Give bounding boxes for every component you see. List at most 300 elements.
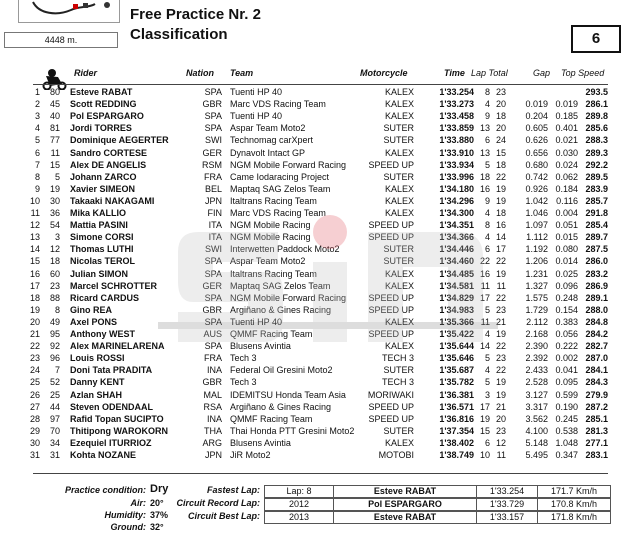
motorcycle: SUTER xyxy=(383,425,414,436)
gap-first: 2.528 xyxy=(525,377,548,388)
best-lap: 9 xyxy=(484,195,490,206)
rider-name: Thitipong WAROKORN xyxy=(70,425,168,436)
position: 1 xyxy=(34,87,40,97)
total-laps: 18 xyxy=(495,159,506,170)
lap-time: 1'34.300 xyxy=(439,208,474,218)
top-speed: 285.4 xyxy=(585,220,608,231)
rider-name: Takaaki NAKAGAMI xyxy=(70,195,155,206)
gap-previous: 0.096 xyxy=(555,280,578,291)
table-row xyxy=(0,401,640,414)
rider-name: Pol ESPARGARO xyxy=(70,111,144,122)
rider-name: Anthony WEST xyxy=(70,329,135,339)
best-lap: 6 xyxy=(484,135,490,146)
nation: JPN xyxy=(204,195,222,206)
position: 17 xyxy=(29,280,40,291)
lap-time: 1'34.581 xyxy=(439,280,474,291)
motorcycle: KALEX xyxy=(384,268,414,279)
gap-previous: 0.056 xyxy=(555,329,578,339)
gap-first: 2.392 xyxy=(525,353,548,364)
top-speed: 286.0 xyxy=(585,256,608,267)
motorcycle: SPEED UP xyxy=(368,329,414,339)
gap-previous: 0.383 xyxy=(555,316,578,327)
record-rider: Esteve RABAT xyxy=(333,511,477,524)
team-name: Tech 3 xyxy=(230,377,257,388)
rider-name: Louis ROSSI xyxy=(70,353,125,364)
rider-name: Xavier SIMEON xyxy=(70,183,136,194)
total-laps: 11 xyxy=(496,450,506,460)
table-row xyxy=(0,328,640,341)
nation: SPA xyxy=(204,292,222,303)
gap-previous: 0.024 xyxy=(555,159,578,170)
ground-label: Ground: xyxy=(110,522,146,532)
team-name: Tech 3 xyxy=(230,353,257,364)
record-speed: 171.8 Km/h xyxy=(537,511,611,524)
top-speed: 284.1 xyxy=(585,365,608,376)
position: 26 xyxy=(29,389,40,400)
record-label: Circuit Best Lap: xyxy=(187,511,260,521)
total-laps: 19 xyxy=(495,329,506,339)
rider-number: 88 xyxy=(49,292,60,303)
nation: SWI xyxy=(205,244,222,255)
humidity-label: Humidity: xyxy=(104,510,146,520)
team-name: QMMF Racing Team xyxy=(230,413,313,424)
table-row xyxy=(0,134,640,147)
best-lap: 14 xyxy=(479,341,490,352)
rider-name: Jordi TORRES xyxy=(70,123,132,134)
gap-first: 2.112 xyxy=(526,316,548,327)
rider-number: 18 xyxy=(49,256,60,267)
table-row xyxy=(0,122,640,135)
rider-number: 96 xyxy=(49,353,60,364)
position: 30 xyxy=(29,437,40,448)
rider-name: Ricard CARDUS xyxy=(70,292,140,303)
humidity-value: 37% xyxy=(150,510,169,520)
table-row xyxy=(0,231,640,244)
nation: GBR xyxy=(202,377,222,388)
best-lap: 6 xyxy=(484,244,490,255)
lap-time: 1'34.983 xyxy=(439,304,474,315)
motorcycle: KALEX xyxy=(384,280,414,291)
gap-first: 0.680 xyxy=(525,159,548,170)
gap-previous: 0.222 xyxy=(555,341,578,352)
nation: GER xyxy=(202,147,222,158)
record-rider: Esteve RABAT xyxy=(333,485,477,498)
gap-previous: 1.048 xyxy=(555,437,578,448)
team-name: NGM Mobile Racing xyxy=(230,220,311,231)
gap-first: 1.097 xyxy=(525,220,548,231)
gap-first: 1.729 xyxy=(525,304,548,315)
team-name: QMMF Racing Team xyxy=(230,329,313,339)
record-speed: 171.7 Km/h xyxy=(537,485,611,498)
best-lap: 4 xyxy=(484,99,490,110)
lap-time: 1'35.366 xyxy=(439,316,474,327)
gap-first: 0.656 xyxy=(525,147,548,158)
top-speed: 284.2 xyxy=(585,329,608,339)
best-lap: 10 xyxy=(479,450,490,460)
top-speed: 287.5 xyxy=(585,244,608,255)
rider-name: Julian SIMON xyxy=(70,268,129,279)
gap-first: 0.742 xyxy=(525,171,548,182)
header-divider xyxy=(33,84,608,85)
gap-previous: 0.599 xyxy=(555,389,578,400)
position: 11 xyxy=(30,208,40,218)
lap-time: 1'33.273 xyxy=(439,99,474,110)
gap-previous: 0.095 xyxy=(555,377,578,388)
total-laps: 21 xyxy=(495,401,506,412)
total-laps: 19 xyxy=(495,268,506,279)
position: 31 xyxy=(29,450,40,460)
motorcycle: MORIWAKI xyxy=(367,389,414,400)
motorcycle: KALEX xyxy=(384,195,414,206)
rider-name: Mika KALLIO xyxy=(70,208,127,218)
position: 29 xyxy=(29,425,40,436)
team-name: Marc VDS Racing Team xyxy=(230,99,326,110)
best-lap: 22 xyxy=(479,256,490,267)
motorcycle: KALEX xyxy=(384,183,414,194)
top-speed: 285.1 xyxy=(585,413,608,424)
gap-first: 1.206 xyxy=(525,256,548,267)
position: 18 xyxy=(29,292,40,303)
ground-value: 32° xyxy=(150,522,164,532)
lap-time: 1'34.366 xyxy=(439,232,474,243)
team-name: Aspar Team Moto2 xyxy=(230,123,306,134)
gap-previous: 0.002 xyxy=(555,353,578,364)
best-lap: 17 xyxy=(479,292,490,303)
rider-number: 77 xyxy=(49,135,60,146)
col-time: Time xyxy=(444,68,465,78)
gap-previous: 0.347 xyxy=(555,450,578,460)
rider-name: Scott REDDING xyxy=(70,99,137,110)
rider-name: Mattia PASINI xyxy=(70,220,128,231)
circuit-length: 4448 m. xyxy=(4,32,118,48)
rider-number: 31 xyxy=(49,450,60,460)
table-row xyxy=(0,86,640,99)
best-lap: 13 xyxy=(479,147,490,158)
motorcycle: SUTER xyxy=(383,256,414,267)
rider-number: 8 xyxy=(54,304,60,315)
team-name: Blusens Avintia xyxy=(230,341,291,352)
best-lap: 16 xyxy=(479,183,490,194)
lap-time: 1'36.816 xyxy=(439,413,474,424)
table-row xyxy=(0,183,640,196)
nation: GBR xyxy=(202,304,222,315)
lap-time: 1'34.446 xyxy=(439,244,474,255)
total-laps: 24 xyxy=(495,135,506,146)
total-laps: 20 xyxy=(495,413,506,424)
position: 24 xyxy=(29,365,40,376)
nation: SPA xyxy=(204,341,222,352)
position: 20 xyxy=(29,316,40,327)
gap-first: 0.605 xyxy=(525,123,548,134)
top-speed: 287.0 xyxy=(585,353,608,364)
rider-number: 52 xyxy=(49,377,60,388)
record-period: Lap: 8 xyxy=(264,485,334,498)
rider-name: Steven ODENDAAL xyxy=(70,401,154,412)
team-name: Interwetten Paddock Moto2 xyxy=(230,244,340,255)
rider-number: 54 xyxy=(49,220,60,231)
gap-previous: 0.185 xyxy=(555,111,578,122)
team-name: Tuenti HP 40 xyxy=(230,111,283,122)
motorcycle: SUTER xyxy=(383,365,414,376)
col-rider: Rider xyxy=(74,68,98,78)
gap-first: 1.042 xyxy=(525,195,548,206)
rider-name: Dominique AEGERTER xyxy=(70,135,169,146)
gap-first: 1.112 xyxy=(526,232,548,243)
rider-number: 45 xyxy=(49,99,60,110)
motorcycle: SUTER xyxy=(383,171,414,182)
best-lap: 5 xyxy=(484,377,490,388)
gap-first: 3.317 xyxy=(525,401,548,412)
rider-number: 80 xyxy=(49,87,60,97)
top-speed: 283.9 xyxy=(585,183,608,194)
gap-first: 1.231 xyxy=(525,268,548,279)
rider-number: 44 xyxy=(49,401,60,412)
lap-time: 1'34.351 xyxy=(439,220,474,231)
nation: ARG xyxy=(202,437,222,448)
rider-number: 95 xyxy=(49,329,60,339)
rider-number: 34 xyxy=(49,437,60,448)
rider-number: 49 xyxy=(49,316,60,327)
nation: GER xyxy=(202,280,222,291)
top-speed: 279.9 xyxy=(585,389,608,400)
air-value: 20° xyxy=(150,498,164,508)
lap-time: 1'33.910 xyxy=(439,147,474,158)
top-speed: 283.1 xyxy=(585,450,608,460)
team-name: Maptaq SAG Zelos Team xyxy=(230,280,331,291)
col-top-speed: Top Speed xyxy=(561,68,605,78)
rider-number: 40 xyxy=(49,111,60,122)
nation: FIN xyxy=(207,208,222,218)
rider-name: Esteve RABAT xyxy=(70,87,133,97)
rider-number: 19 xyxy=(49,183,60,194)
team-name: Italtrans Racing Team xyxy=(230,195,317,206)
nation: INA xyxy=(206,365,222,376)
total-laps: 16 xyxy=(495,220,506,231)
top-speed: 277.1 xyxy=(585,437,608,448)
top-speed: 287.2 xyxy=(585,401,608,412)
total-laps: 14 xyxy=(495,232,506,243)
record-row xyxy=(0,485,640,496)
best-lap: 16 xyxy=(479,268,490,279)
practice-condition-value: Dry xyxy=(150,483,169,495)
rider-name: Kohta NOZANE xyxy=(70,450,136,460)
lap-time: 1'34.296 xyxy=(439,195,474,206)
lap-time: 1'38.749 xyxy=(439,450,474,460)
lap-time: 1'33.254 xyxy=(439,87,474,97)
lap-time: 1'33.458 xyxy=(439,111,474,122)
total-laps: 12 xyxy=(495,437,506,448)
motorcycle: SPEED UP xyxy=(368,413,414,424)
top-speed: 292.2 xyxy=(585,159,608,170)
team-name: JiR Moto2 xyxy=(230,450,271,460)
footer xyxy=(0,482,640,539)
top-speed: 282.7 xyxy=(585,341,608,352)
rider-number: 12 xyxy=(49,244,60,255)
gap-first: 5.148 xyxy=(525,437,548,448)
team-name: Italtrans Racing Team xyxy=(230,268,317,279)
total-laps: 23 xyxy=(495,425,506,436)
rider-number: 36 xyxy=(49,208,60,218)
motorcycle: SPEED UP xyxy=(368,159,414,170)
gap-previous: 0.062 xyxy=(555,171,578,182)
best-lap: 3 xyxy=(484,389,490,400)
rider-name: Azlan SHAH xyxy=(70,389,123,400)
rider-number: 81 xyxy=(49,123,60,134)
page-subtitle: Classification xyxy=(130,26,228,43)
motorcycle: KALEX xyxy=(384,147,414,158)
top-speed: 285.7 xyxy=(585,195,608,206)
gap-previous: 0.051 xyxy=(555,220,578,231)
motorcycle: KALEX xyxy=(384,437,414,448)
rider-name: Gino REA xyxy=(70,304,112,315)
position: 10 xyxy=(29,195,40,206)
position: 6 xyxy=(34,147,40,158)
total-laps: 22 xyxy=(495,365,506,376)
nation: SPA xyxy=(204,268,222,279)
rider-name: Sandro CORTESE xyxy=(70,147,148,158)
table-row xyxy=(0,280,640,293)
nation: INA xyxy=(206,413,222,424)
rider-name: Marcel SCHROTTER xyxy=(70,280,158,291)
position: 4 xyxy=(34,123,40,134)
gap-previous: 0.248 xyxy=(555,292,578,303)
gap-first: 3.562 xyxy=(525,413,548,424)
record-row xyxy=(0,511,640,522)
gap-first: 0.626 xyxy=(525,135,548,146)
best-lap: 11 xyxy=(480,316,490,327)
table-row xyxy=(0,255,640,268)
nation: THA xyxy=(204,425,222,436)
gap-previous: 0.154 xyxy=(555,304,578,315)
motorcycle: TECH 3 xyxy=(381,377,414,388)
motorcycle: SUTER xyxy=(383,123,414,134)
page-number: 6 xyxy=(571,25,621,53)
total-laps: 18 xyxy=(495,111,506,122)
rider-name: Alex MARINELARENA xyxy=(70,341,165,352)
position: 23 xyxy=(29,353,40,364)
record-label: Circuit Record Lap: xyxy=(176,498,260,508)
table-row xyxy=(0,364,640,377)
gap-previous: 0.014 xyxy=(555,256,578,267)
position: 9 xyxy=(34,183,40,194)
rider-name: Johann ZARCO xyxy=(70,171,137,182)
gap-first: 5.495 xyxy=(525,450,548,460)
best-lap: 6 xyxy=(484,437,490,448)
column-header xyxy=(0,62,640,84)
gap-first: 2.168 xyxy=(525,329,548,339)
total-laps: 22 xyxy=(495,341,506,352)
record-time: 1'33.157 xyxy=(476,511,538,524)
rider-number: 3 xyxy=(54,232,60,243)
motorcycle: SPEED UP xyxy=(368,292,414,303)
table-row xyxy=(0,292,640,305)
total-laps: 22 xyxy=(495,171,506,182)
position: 3 xyxy=(34,111,40,122)
table-row xyxy=(0,316,640,329)
table-row xyxy=(0,219,640,232)
team-name: NGM Mobile Forward Racing xyxy=(230,292,347,303)
lap-time: 1'38.402 xyxy=(439,437,474,448)
lap-time: 1'33.880 xyxy=(439,135,474,146)
position: 13 xyxy=(29,232,40,243)
table-bottom-divider xyxy=(33,473,608,474)
best-lap: 5 xyxy=(484,353,490,364)
rider-number: 11 xyxy=(50,147,60,158)
motorcycle: SPEED UP xyxy=(368,401,414,412)
rider-number: 30 xyxy=(49,195,60,206)
nation: SPA xyxy=(204,111,222,122)
gap-first: 1.046 xyxy=(525,208,548,218)
top-speed: 284.8 xyxy=(585,316,608,327)
gap-first: 0.019 xyxy=(525,99,548,110)
motorcycle: MOTOBI xyxy=(378,450,414,460)
lap-time: 1'34.829 xyxy=(439,292,474,303)
best-lap: 4 xyxy=(484,329,490,339)
gap-previous: 0.021 xyxy=(555,135,578,146)
top-speed: 284.3 xyxy=(585,377,608,388)
rider-name: Simone CORSI xyxy=(70,232,134,243)
nation: JPN xyxy=(204,450,222,460)
lap-time: 1'35.644 xyxy=(439,341,474,352)
position: 7 xyxy=(34,159,40,170)
position: 12 xyxy=(29,220,40,231)
total-laps: 15 xyxy=(495,147,506,158)
position: 19 xyxy=(29,304,40,315)
lap-time: 1'35.422 xyxy=(439,329,474,339)
lap-time: 1'33.859 xyxy=(439,123,474,134)
total-laps: 19 xyxy=(495,377,506,388)
table-row xyxy=(0,110,640,123)
best-lap: 8 xyxy=(484,87,490,97)
team-name: NGM Mobile Forward Racing xyxy=(230,159,347,170)
top-speed: 288.0 xyxy=(585,304,608,315)
gap-previous: 0.015 xyxy=(555,232,578,243)
gap-first: 4.100 xyxy=(525,425,548,436)
nation: RSM xyxy=(202,159,222,170)
nation: SPA xyxy=(204,256,222,267)
rider-number: 23 xyxy=(49,280,60,291)
lap-time: 1'36.571 xyxy=(439,401,474,412)
position: 2 xyxy=(34,99,40,110)
motorcycle: KALEX xyxy=(384,208,414,218)
gap-previous: 0.080 xyxy=(555,244,578,255)
top-speed: 283.2 xyxy=(585,268,608,279)
record-label: Fastest Lap: xyxy=(206,485,260,495)
top-speed: 286.9 xyxy=(585,280,608,291)
gap-previous: 0.025 xyxy=(555,268,578,279)
team-name: Aspar Team Moto2 xyxy=(230,256,306,267)
rider-number: 97 xyxy=(49,413,60,424)
gap-first: 1.575 xyxy=(525,292,548,303)
motorcycle: KALEX xyxy=(384,87,414,97)
top-speed: 291.8 xyxy=(585,208,608,218)
gap-previous: 0.004 xyxy=(555,208,578,218)
nation: BEL xyxy=(204,183,222,194)
total-laps: 22 xyxy=(495,256,506,267)
best-lap: 9 xyxy=(484,111,490,122)
nation: RSA xyxy=(203,401,222,412)
team-name: Maptaq SAG Zelos Team xyxy=(230,183,331,194)
total-laps: 22 xyxy=(495,292,506,303)
gap-previous: 0.538 xyxy=(555,425,578,436)
best-lap: 19 xyxy=(479,413,490,424)
top-speed: 285.6 xyxy=(585,123,608,134)
rider-number: 7 xyxy=(54,365,60,376)
total-laps: 20 xyxy=(495,123,506,134)
motorcycle: KALEX xyxy=(384,341,414,352)
nation: ITA xyxy=(208,232,222,243)
position: 15 xyxy=(29,256,40,267)
